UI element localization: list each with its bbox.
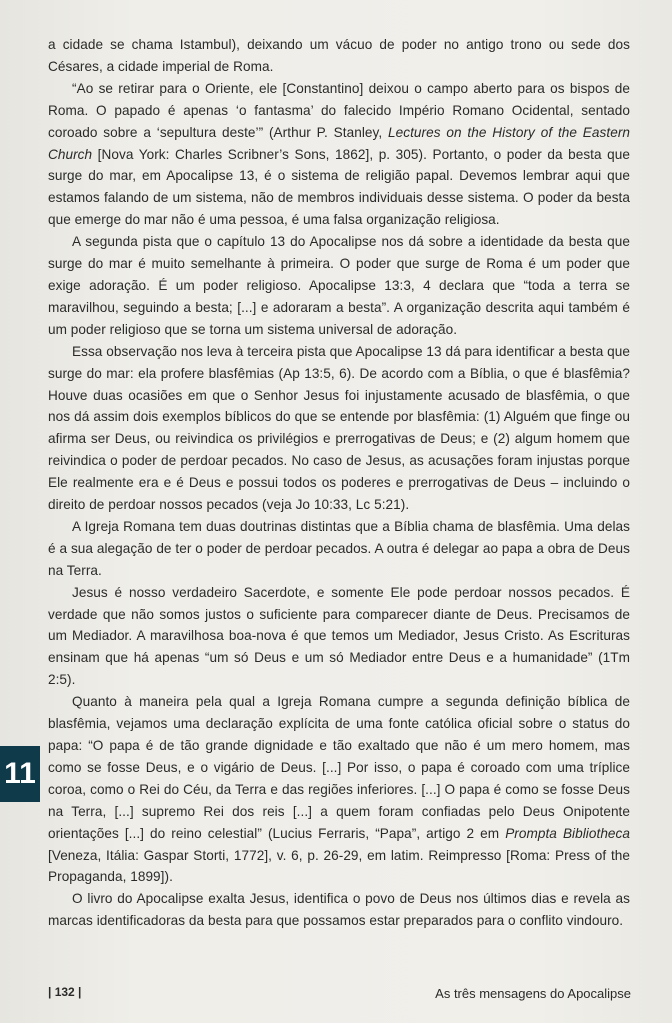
page-number: | 132 | bbox=[48, 985, 82, 999]
text-run: [Nova York: Charles Scribner’s Sons, 1862], p. 305). Portanto, o poder da besta que surge do mar, em Apocalipse 13, é o sistema de religião papal. Devemos lembrar aqui que estamos falando de um sistema, não de membros individuais desse sistema. O poder da besta que emerge do mar não é uma pessoa, é uma falsa organização religiosa. bbox=[48, 146, 630, 228]
chapter-number-tab: 11 bbox=[0, 746, 40, 802]
text-run: O livro do Apocalipse exalta Jesus, identifica o povo de Deus nos últimos dias e revela as marcas identificadoras da besta para que possamos estar preparados para o conflito vindouro. bbox=[48, 891, 630, 929]
running-title: As três mensagens do Apocalipse bbox=[435, 986, 631, 1001]
body-text bbox=[48, 34, 630, 932]
italic-citation: Prompta Bibliotheca bbox=[505, 825, 630, 841]
text-run: Essa observação nos leva à terceira pista que Apocalipse 13 dá para identificar a besta que surge do mar: ela profere blasfêmias (Ap 13:5, 6). De acordo com a Bíblia, o que é blasfêmia? Houve duas ocasiões em que o Senhor Jesus foi injustamente acusado de blasfêmia, o que nos dá assim dois exemplos bíblicos do que se entende por blasfêmia: (1) Alguém que finge ou afirma ser Deus, ou reivindica os privilégios e prerrogativas de Deus; e (2) algum homem que reivindica o poder de perdoar pecados. No caso de Jesus, as acusações foram injustas porque Ele realmente era e é Deus e possui todos os poderes e prerrogativas de Deus – incluindo o direito de perdoar nossos pecados (veja Jo 10:33, Lc 5:21). bbox=[48, 343, 630, 513]
text-run: a cidade se chama Istambul), deixando um vácuo de poder no antigo trono ou sede dos Césares, a cidade imperial de Roma. bbox=[48, 37, 630, 74]
paragraph bbox=[48, 691, 630, 888]
text-run: A Igreja Romana tem duas doutrinas distintas que a Bíblia chama de blasfêmia. Uma delas é a sua alegação de ter o poder de perdoar pecados. A outra é delegar ao papa a obra de Deus na Terra. bbox=[48, 518, 630, 578]
italic-citation: Lectures on the History of the Eastern Church bbox=[48, 124, 631, 162]
paragraph bbox=[48, 888, 630, 932]
text-run: [Veneza, Itália: Gaspar Storti, 1772], v. 6, p. 26-29, em latim. Reimpresso [Roma: Press of the Propaganda, 1899]). bbox=[48, 847, 630, 885]
text-run: A segunda pista que o capítulo 13 do Apocalipse nos dá sobre a identidade da besta que surge do mar é muito semelhante à primeira. O poder que surge de Roma é um poder que exige adoração. É um poder religioso. Apocalipse 13:3, 4 declara que “toda a terra se maravilhou, seguindo a besta; [...] e adoraram a besta”. A organização descrita aqui também é um poder religioso que se torna um sistema universal de adoração. bbox=[48, 234, 630, 337]
text-run: “Ao se retirar para o Oriente, ele [Constantino] deixou o campo aberto para os bispos de Roma. O papado é apenas ‘o fantasma’ do falecido Império Romano Ocidental, sentado coroado sobre a ‘sepultura deste’” (Arthur P. Stanley, bbox=[48, 80, 630, 140]
paragraph bbox=[48, 516, 630, 582]
paragraph bbox=[48, 231, 630, 341]
text-run: Quanto à maneira pela qual a Igreja Romana cumpre a segunda definição bíblica de blasfêmia, vejamos uma declaração explícita de uma fonte católica oficial sobre o status do papa: “O papa é de tão grande dignidade e tão exaltado que não é um mero homem, mas como se fosse Deus, e o vigário de Deus. [...] Por isso, o papa é coroado com uma tríplice coroa, como o Rei do Céu, da Terra e das regiões inferiores. [...] O papa é como se fosse Deus na Terra, [...] supremo Rei dos reis [...] a quem foram confiadas pelo Deus Onipotente orientações [...] do reino celestial” (Lucius Ferraris, “Papa”, artigo 2 em bbox=[48, 694, 630, 841]
paragraph bbox=[48, 341, 630, 516]
paragraph bbox=[48, 582, 630, 692]
text-run: Jesus é nosso verdadeiro Sacerdote, e somente Ele pode perdoar nossos pecados. É verdade que não somos justos o suficiente para comparecer diante de Deus. Precisamos de um Mediador. A maravilhosa boa-nova é que temos um Mediador, Jesus Cristo. As Escrituras ensinam que há apenas “um só Deus e um só Mediador entre Deus e a humanidade” (1Tm 2:5). bbox=[48, 584, 630, 688]
paragraph bbox=[48, 78, 630, 231]
paragraph bbox=[48, 34, 630, 78]
